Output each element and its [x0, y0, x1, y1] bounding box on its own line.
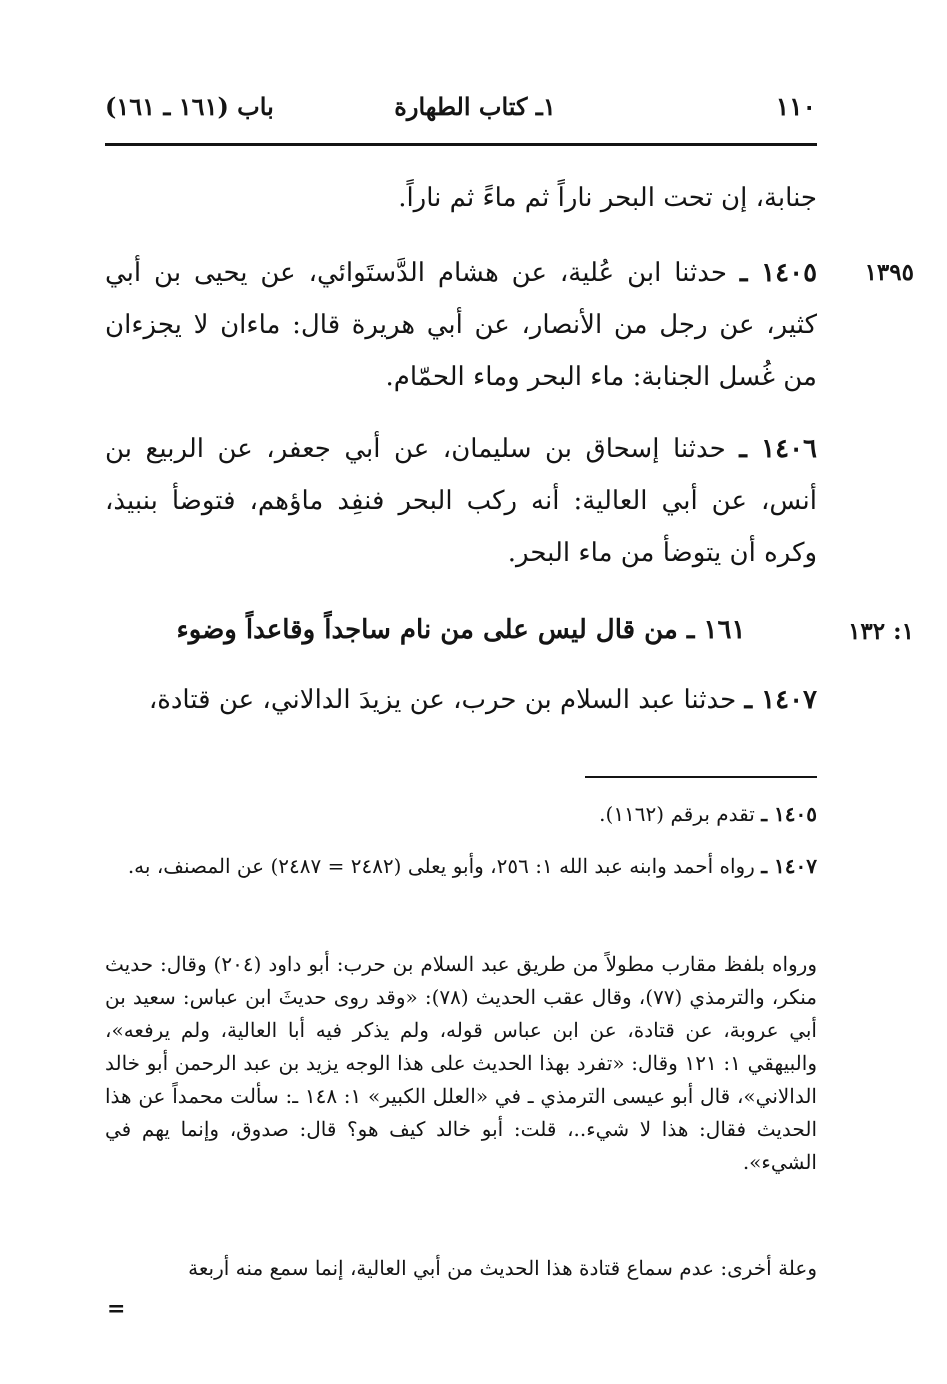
footnote-paragraph-3: وعلة أخرى: عدم سماع قتادة هذا الحديث من أبي العالية، إنما سمع منه أربعة — [188, 1256, 817, 1280]
book-title: ١ـ كتاب الطهارة — [394, 92, 556, 121]
margin-reference-1395: ١٣٩٥ — [864, 259, 914, 286]
footnote-1407 — [105, 850, 817, 883]
hadith-number: ١٤٠٥ ـ — [739, 258, 818, 288]
footnote-paragraph-2: ورواه بلفظ مقارب مطولاً من طريق عبد السلام بن حرب: أبو داود (٢٠٤) وقال: حديث منكر، والترمذي (٧٧)، وقال عقب الحديث (٧٨): «وقد روى حديثَ ابن عباس: سعيد بن أبي عروبة، عن قتادة، عن ابن عباس قوله، ولم يذكر فيه أبا العالية، ولم يرفعه»، والبيهقي ١: ١٢١ وقال: «تفرد بهذا الحديث على هذا الوجه يزيد بن عبد الرحمن أبو خالد الدالاني»، قال أبو عيسى الترمذي ـ في «العلل الكبير» ١: ١٤٨ ـ: سألت محمداً عن هذا الحديث فقال: هذا لا شيء..، قلت: أبو خالد كيف هو؟ قال: صدوق، وإنما يهم في الشيء». — [105, 952, 818, 1174]
hadith-text: حدثنا عبد السلام بن حرب، عن يزيدَ الدالاني، عن قتادة، — [148, 685, 737, 715]
footnote-separator — [585, 776, 817, 778]
footnote-text: تقدم برقم (١١٦٢). — [599, 802, 755, 826]
footnote-number: ١٤٠٥ ـ — [761, 802, 817, 826]
hadith-1407-paragraph — [105, 674, 817, 726]
margin-reference-volume: ١: ١٣٢ — [848, 618, 914, 645]
hadith-1406-paragraph — [105, 423, 817, 579]
hadith-number: ١٤٠٧ ـ — [744, 685, 817, 715]
footnote-1405 — [105, 798, 817, 831]
continuation-mark: = — [107, 1296, 126, 1322]
chapter-heading: ١٦١ ـ من قال ليس على من نام ساجداً وقاعداً وضوء — [176, 615, 746, 645]
hadith-1405-paragraph — [105, 247, 817, 403]
page-number: ١١٠ — [775, 92, 816, 121]
footnote-number: ١٤٠٧ ـ — [761, 854, 817, 878]
carryover-paragraph: جنابة، إن تحت البحر ناراً ثم ماءً ثم ناراً. — [398, 183, 817, 213]
hadith-text: حدثنا ابن عُلية، عن هشام الدَّستَوائي، عن يحيى بن أبي كثير، عن رجل من الأنصار، عن أبي هريرة قال: ماءان لا يجزءان من غُسل الجنابة: ماء البحر وماء الحمّام. — [105, 258, 817, 392]
header-rule — [105, 143, 817, 146]
chapter-range: باب (١٦١ ـ ١٦١) — [105, 92, 274, 121]
footnote-text: رواه أحمد وابنه عبد الله ١: ٢٥٦، وأبو يعلى (٢٤٨٢ = ٢٤٨٧) عن المصنف، به. — [127, 854, 755, 878]
hadith-text: حدثنا إسحاق بن سليمان، عن أبي جعفر، عن الربيع بن أنس، عن أبي العالية: أنه ركب البحر فنفِد ماؤهم، فتوضأ بنبيذ، وكره أن يتوضأ من ماء البحر. — [105, 434, 817, 568]
hadith-number: ١٤٠٦ ـ — [739, 434, 818, 464]
